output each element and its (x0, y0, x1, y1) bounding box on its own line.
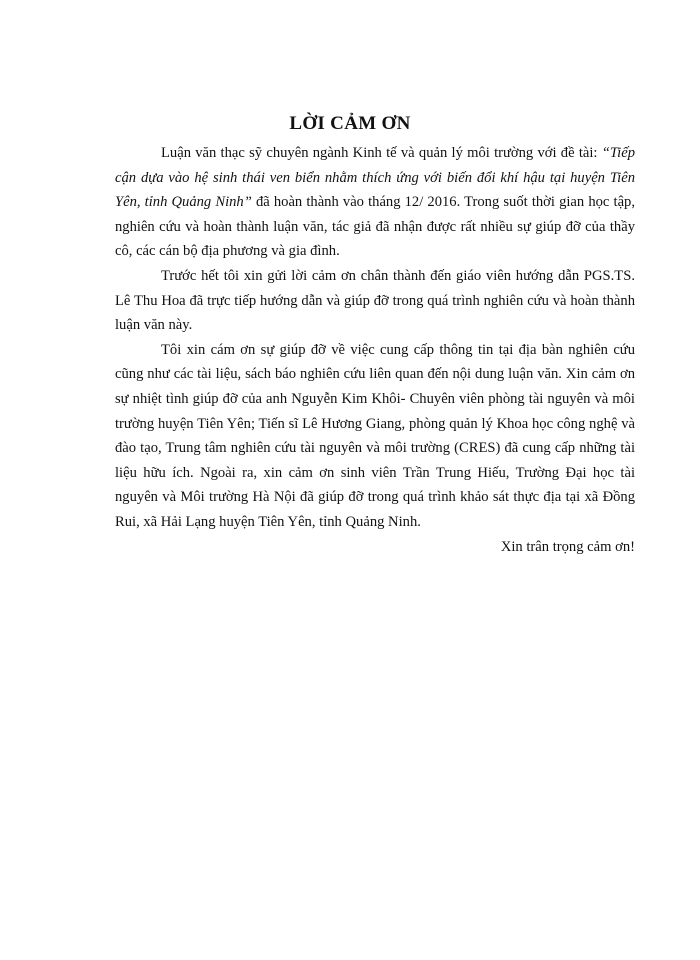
intro-text: Luận văn thạc sỹ chuyên ngành Kinh tế và quản lý môi trường với đề tài: (161, 145, 598, 161)
closing-line: Xin trân trọng cảm ơn! (500, 538, 635, 555)
paragraph-support-thanks: Tôi xin cám ơn sự giúp đỡ về việc cung cấp thông tin tại địa bàn nghiên cứu cũng như các tài liệu, sách báo nghiên cứu liên quan đến nội dung luận văn. Xin cảm ơn sự nhiệt tình giúp đỡ của anh Nguyễn Kim Khôi- Chuyên viên phòng tài nguyên và môi trường huyện Tiên Yên; Tiến sĩ Lê Hương Giang, phòng quản lý Khoa học công nghệ và đào tạo, Trung tâm nghiên cứu tài nguyên và môi trường (CRES) đã cung cấp những tài liệu hữu ích. Ngoài ra, xin cảm ơn sinh viên Trần Trung Hiếu, Trường Đại học tài nguyên và Môi trường Hà Nội đã giúp đỡ trong quá trình khảo sát thực địa tại xã Đồng Rui, xã Hải Lạng huyện Tiên Yên, tỉnh Quảng Ninh. (115, 341, 635, 530)
intro-rest-text: đã hoàn thành vào tháng 12/ 2016. Trong suốt thời gian học tập, nghiên cứu và hoàn thành luận văn, tác giả đã nhận được rất nhiều sự giúp đỡ của thầy cô, các cán bộ địa phương và gia đình. (115, 194, 635, 260)
thesis-title: “Tiếp cận dựa vào hệ sinh thái ven biển nhằm thích ứng với biến đổi khí hậu tại huyện Tiên Yên, tỉnh Quảng Ninh” (115, 145, 635, 211)
paragraph-intro (115, 141, 635, 264)
page-title: LỜI CẢM ƠN (289, 113, 411, 134)
paragraph-advisor-thanks: Trước hết tôi xin gửi lời cảm ơn chân thành đến giáo viên hướng dẫn PGS.TS. Lê Thu Hoa đã trực tiếp hướng dẫn và giúp đỡ trong quá trình nghiên cứu và hoàn thành luận văn này. (115, 267, 635, 334)
document-body (115, 141, 635, 559)
